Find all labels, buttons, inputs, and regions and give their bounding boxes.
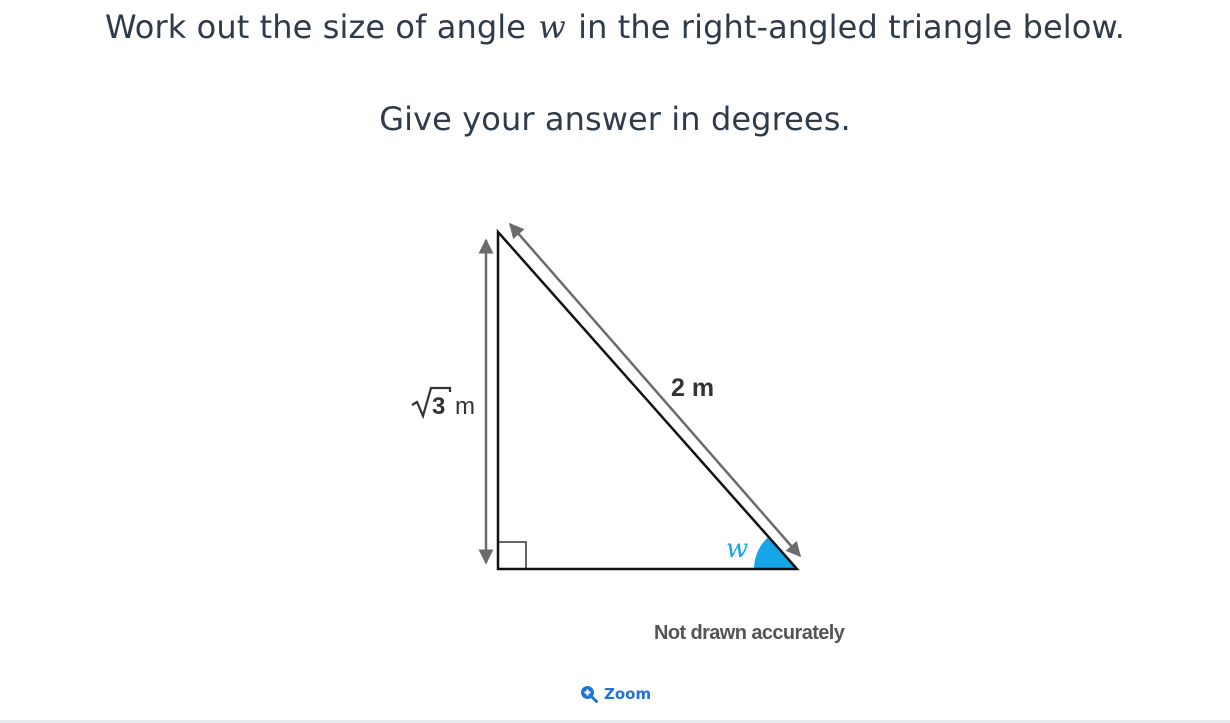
zoom-in-icon: [580, 685, 598, 703]
not-drawn-accurately-note: Not drawn accurately: [654, 622, 845, 644]
zoom-button[interactable]: [580, 683, 651, 705]
question-text-start: Work out the size of angle: [104, 8, 527, 46]
vertical-side-label: [412, 388, 475, 420]
vertical-side-radicand: 3: [432, 393, 446, 420]
hypotenuse-label: 2 m: [671, 374, 715, 402]
question-variable: w: [538, 8, 566, 46]
answer-instruction: Give your answer in degrees.: [379, 100, 851, 138]
vertical-side-unit: m: [455, 393, 475, 420]
angle-w-marker: [754, 537, 797, 569]
question-text-end: in the right-angled triangle below.: [578, 8, 1126, 46]
zoom-label: Zoom: [604, 685, 652, 703]
hypotenuse-dimension-arrow: [510, 224, 800, 556]
right-angle-marker: [498, 542, 526, 569]
right-triangle: [498, 232, 797, 569]
angle-w-label: w: [726, 534, 749, 564]
